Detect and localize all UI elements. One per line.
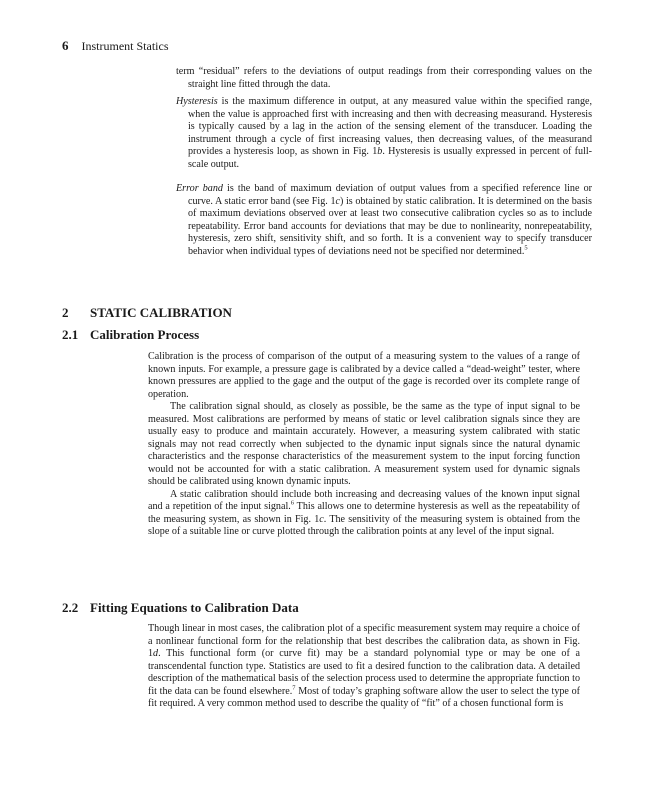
fit-fig-letter: d [153, 648, 159, 659]
section-2-1-heading [62, 327, 199, 343]
fit-text-a: Though linear in most cases, the calibration plot of a specific measurement system may require a choice of a nonlinear functional form for the relationship that best describes the calibration data, as shown in Fig. 1 [148, 623, 580, 659]
p3-fig-letter: c [319, 513, 324, 525]
section-2-heading [62, 305, 232, 321]
section-2-2-title: Fitting Equations to Calibration Data [90, 600, 299, 615]
residual-continuation [176, 66, 592, 91]
section-2-1-body [148, 351, 580, 539]
hysteresis-fig-letter: b [377, 146, 383, 157]
section-2-1-number: 2.1 [62, 327, 79, 342]
error-band-term: Error band [176, 183, 223, 194]
error-band-fig-letter: c [335, 195, 340, 207]
hysteresis-text-b: . Hysteresis is usually expressed in percent of full-scale output. [188, 146, 592, 170]
section-2-2-heading [62, 600, 299, 616]
calibration-paragraph-2: The calibration signal should, as closely as possible, be the same as the type of input signal to be measured. Most calibrations are performed by means of static or level calibration signals since they are usually easy to produce and maintain accurately. However, a measuring system calibrated with static signals may not read correctly when subjected to the dynamic input signals since the natural dynamic characteristics and the response characteristics of the measurement system to the input forcing function would not be accounted for with a static calibration. A measurement system used for dynamic signals should be calibrated using known dynamic inputs. [148, 401, 580, 487]
running-title: Instrument Statics [81, 39, 169, 53]
error-band-text-a: is the band of maximum deviation of output values from a specified reference line or curve. A static error band (see Fig. 1 [188, 183, 592, 207]
page-number: 6 [62, 38, 69, 53]
running-header [62, 38, 169, 54]
p3-text-c: . The sensitivity of the measuring system is obtained from the slope of a suitable line or curve plotted through the calibration points at any level of the input signal. [148, 513, 580, 537]
hysteresis-definition [176, 96, 592, 171]
section-2-number: 2 [62, 305, 69, 320]
fit-text-c: Most of today’s graphing software allow the user to select the type of fit required. A very common method used to describe the quality of “fit” of a chosen functional form is [148, 685, 580, 709]
section-2-title: STATIC CALIBRATION [90, 305, 232, 320]
error-band-definition [176, 183, 592, 258]
p3-text-b: This allows one to determine hysteresis as well as the repeatability of the measuring system, as shown in Fig. 1 [148, 501, 580, 525]
calibration-paragraph-1: Calibration is the process of comparison of the output of a measuring system to the values of a range of known inputs. For example, a pressure gage is calibrated by a device called a “dead-weight” tester, where known pressures are applied to the gage and the output of the gage is recorded over its complete range of operation. [148, 351, 580, 400]
hysteresis-term: Hysteresis [176, 96, 218, 107]
p3-text-a: A static calibration should include both increasing and decreasing values of the known input signal and a repetition of the input signal. [148, 488, 580, 512]
fitting-paragraph-1 [148, 623, 580, 711]
error-band-ref: 5 [524, 244, 528, 252]
section-2-2-number: 2.2 [62, 600, 79, 615]
fit-text-b: . This functional form (or curve fit) may be a standard polynomial type or may be one of a transcendental function type. Statistics are used to fit a desired function to the calibration data. A detailed description of the mathematical basis of the selection process used to determine the appropriate function to fit the data can be found elsewhere. [148, 648, 580, 697]
hysteresis-text-a: is the maximum difference in output, at any measured value within the specified range, when the value is approached first with increasing and then with decreasing measurand. Hysteresis is typically caused by a lag in the action of the sensing element of the transducer. Loading the instrument through a cycle of first increasing values, then decreasing values, of the measurand provides a hysteresis loop, as shown in Fig. 1 [188, 96, 592, 157]
calibration-paragraph-3 [148, 489, 580, 539]
fit-ref: 7 [292, 684, 296, 692]
section-2-1-title: Calibration Process [90, 327, 200, 342]
error-band-text-b: ) is obtained by static calibration. It is determined on the basis of maximum deviations observed over at least two consecutive calibration cycles so as to include repeatability. Error band accounts for deviations that may be due to nonlinearity, nonrepeatability, hysteresis, zero shift, sensitivity shift, and so forth. It is a convenient way to specify transducer behavior when individual types of deviations need not be specified nor determined. [188, 195, 592, 257]
residual-text: term “residual” refers to the deviations of output readings from their corresponding values on the straight line fitted through the data. [176, 66, 592, 90]
section-2-2-body [148, 623, 580, 711]
p3-ref: 6 [290, 499, 295, 507]
